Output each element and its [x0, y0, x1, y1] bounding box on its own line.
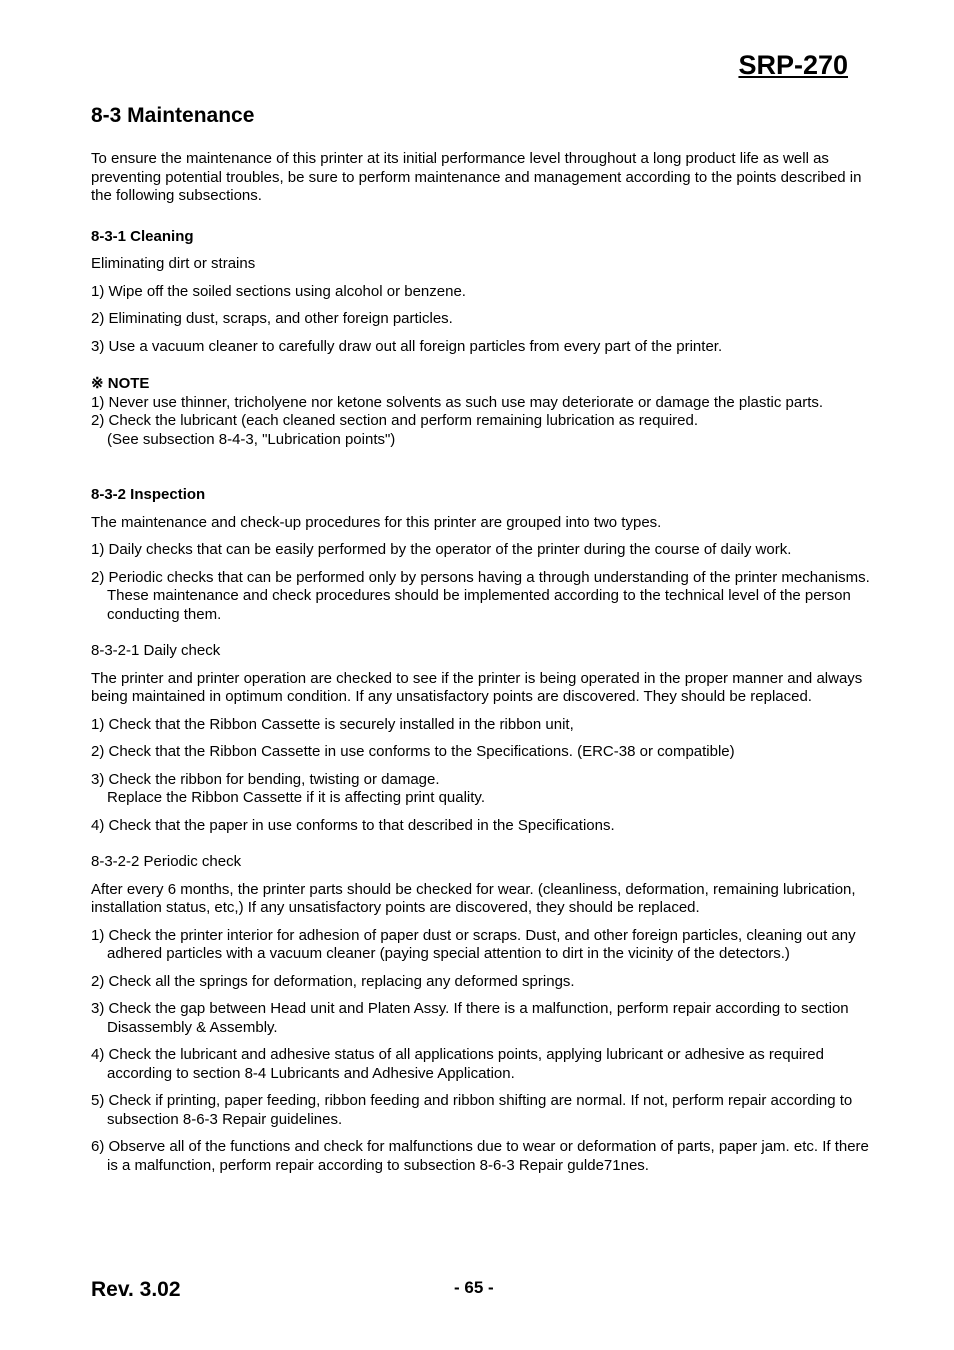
page-content — [91, 150, 881, 1175]
inspection-lead: The maintenance and check-up procedures for this printer are grouped into two types. — [91, 513, 662, 531]
periodic-check-item: 4) Check the lubricant and adhesive status of all applications points, applying lubricant or adhesive as required according to section 8-4 Lubricants and Adhesive Application. — [91, 1046, 824, 1082]
daily-check-item: 1) Check that the Ribbon Cassette is securely installed in the ribbon unit, — [91, 715, 574, 733]
cleaning-heading: 8-3-1 Cleaning — [91, 227, 194, 245]
note-title: ※ NOTE — [91, 375, 150, 392]
daily-check-lead: The printer and printer operation are checked to see if the printer is being operated in the proper manner and always being maintained in optimum condition. If any unsatisfactory points are discovered. They should be replaced. — [91, 669, 863, 705]
page-number: - 65 - — [454, 1278, 494, 1297]
periodic-check-item: 1) Check the printer interior for adhesion of paper dust or scraps. Dust, and other foreign particles, cleaning out any adhered particles with a vacuum cleaner (paying special attention to dirt in the vicinity of the detectors.) — [91, 926, 856, 962]
note-item: 2) Check the lubricant (each cleaned section and perform remaining lubrication as required. — [91, 412, 698, 429]
inspection-item: 1) Daily checks that can be easily performed by the operator of the printer during the course of daily work. — [91, 541, 792, 558]
periodic-check-item: 6) Observe all of the functions and check for malfunctions due to wear or deformation of parts, paper jam. etc. If there is a malfunction, perform repair according to subsection 8-6-3 Repair gulde71nes. — [91, 1138, 869, 1174]
note-item: 1) Never use thinner, tricholyene nor ketone solvents as such use may deteriorate or damage the plastic parts. — [91, 393, 824, 411]
cleaning-item: 3) Use a vacuum cleaner to carefully draw out all foreign particles from every part of the printer. — [91, 337, 723, 355]
cleaning-lead: Eliminating dirt or strains — [91, 255, 256, 272]
periodic-check-heading: 8-3-2-2 Periodic check — [91, 853, 242, 870]
note-item-continuation: (See subsection 8-4-3, "Lubrication points") — [107, 430, 396, 448]
daily-check-heading: 8-3-2-1 Daily check — [91, 642, 221, 659]
cleaning-item: 1) Wipe off the soiled sections using alcohol or benzene. — [91, 282, 466, 300]
periodic-check-item: 3) Check the gap between Head unit and Platen Assy. If there is a malfunction, perform repair according to section Disassembly & Assembly. — [91, 1000, 849, 1036]
daily-check-item: 4) Check that the paper in use conforms to that described in the Specifications. — [91, 816, 615, 834]
daily-check-item-continuation: Replace the Ribbon Cassette if it is affecting print quality. — [107, 789, 485, 806]
revision-label: Rev. 3.02 — [91, 1278, 181, 1301]
daily-check-item: 3) Check the ribbon for bending, twisting or damage. — [91, 770, 440, 788]
periodic-check-lead: After every 6 months, the printer parts should be checked for wear. (cleanliness, deformation, remaining lubrication, installation status, etc,) If any unsatisfactory points are discovered, they should be replaced. — [91, 880, 856, 916]
daily-check-item: 2) Check that the Ribbon Cassette in use conforms to the Specifications. (ERC-38 or compatible) — [91, 743, 735, 760]
inspection-item: 2) Periodic checks that can be performed only by persons having a through understanding of the printer mechanisms. These maintenance and check procedures should be implemented according to the technical level of the person conducting them. — [91, 568, 870, 623]
intro-paragraph: To ensure the maintenance of this printer at its initial performance level throughout a long product life as well as preventing potential troubles, be sure to perform maintenance and management according to the points described in the following subsections. — [91, 150, 862, 204]
document-title: SRP-270 — [738, 50, 848, 80]
periodic-check-item: 2) Check all the springs for deformation, replacing any deformed springs. — [91, 972, 575, 990]
section-title: 8-3 Maintenance — [91, 104, 255, 127]
inspection-heading: 8-3-2 Inspection — [91, 486, 206, 503]
cleaning-item: 2) Eliminating dust, scraps, and other foreign particles. — [91, 310, 453, 327]
periodic-check-item: 5) Check if printing, paper feeding, ribbon feeding and ribbon shifting are normal. If not, perform repair according to subsection 8-6-3 Repair guidelines. — [91, 1092, 853, 1128]
